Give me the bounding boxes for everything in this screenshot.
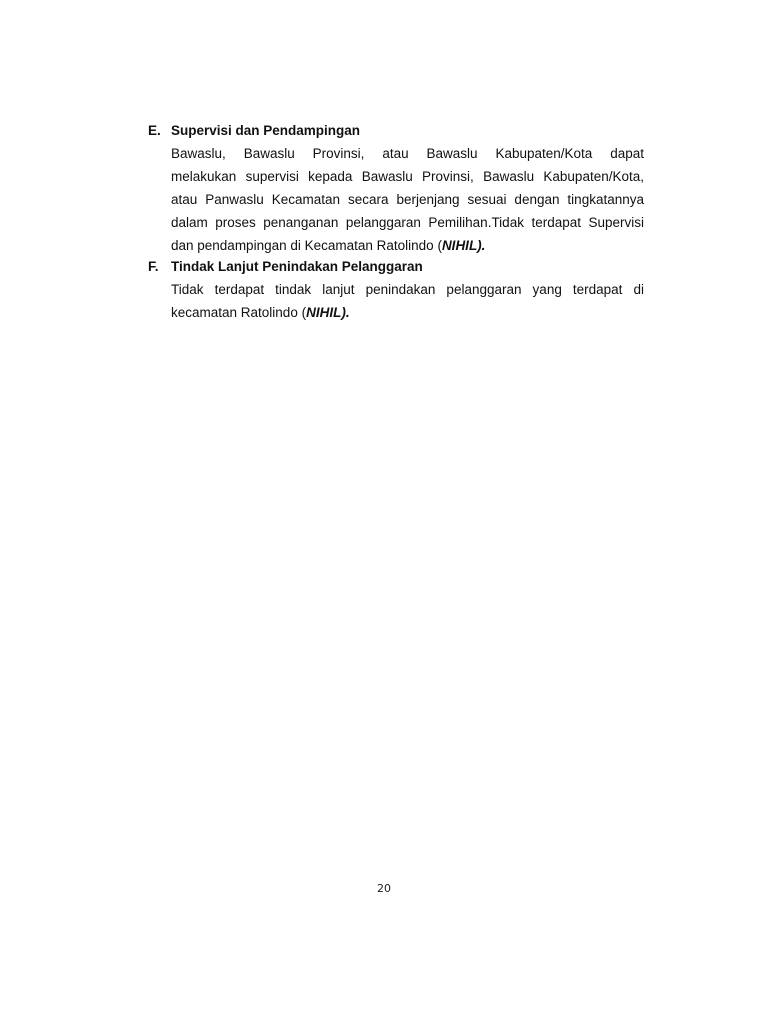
section-e-line-2: melakukan supervisi kepada Bawaslu Provinsi, Bawaslu Kabupaten/Kota,: [171, 169, 644, 184]
section-f-letter: F.: [148, 259, 159, 274]
section-f-line-1: Tidak terdapat tindak lanjut penindakan pelanggaran yang terdapat di: [171, 282, 644, 297]
section-f-paragraph: [171, 278, 644, 324]
section-e-letter: E.: [148, 123, 161, 138]
page-number: 20: [377, 882, 391, 895]
section-e-line-1: Bawaslu, Bawaslu Provinsi, atau Bawaslu Kabupaten/Kota dapat: [171, 146, 644, 161]
section-f-nihil: NIHIL).: [306, 305, 350, 320]
section-f-line-2-text: kecamatan Ratolindo (: [171, 305, 307, 320]
section-f-title: Tindak Lanjut Penindakan Pelanggaran: [171, 259, 423, 274]
section-e-heading: [148, 120, 644, 142]
section-e-line-4: dalam proses penanganan pelanggaran Pemilihan.Tidak terdapat Supervisi: [171, 215, 644, 230]
section-e-line-5-text: dan pendampingan di Kecamatan Ratolindo (: [171, 238, 442, 253]
section-f-line-2: [171, 301, 644, 324]
section-e-supervisi: [148, 120, 644, 257]
section-e-nihil: NIHIL).: [441, 238, 486, 253]
section-e-paragraph: [171, 142, 644, 257]
section-e-line-5: [171, 234, 644, 257]
section-f-tindak-lanjut: [148, 256, 644, 324]
section-e-line-3: atau Panwaslu Kecamatan secara berjenjang sesuai dengan tingkatannya: [171, 192, 644, 207]
section-f-heading: [148, 256, 644, 278]
section-e-title: Supervisi dan Pendampingan: [171, 123, 361, 138]
